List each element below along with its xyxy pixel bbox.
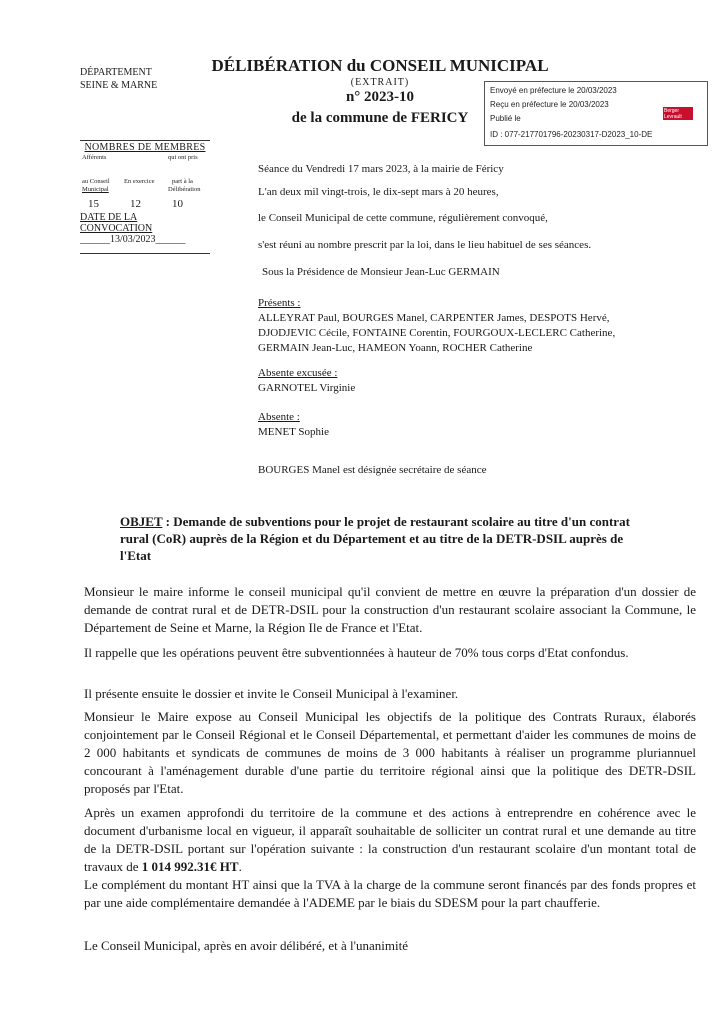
presents-line: ALLEYRAT Paul, BOURGES Manel, CARPENTER James, DESPOTS Hervé, [258, 312, 610, 324]
presents-label: Présents : [258, 297, 301, 309]
absent-label: Absente : [258, 411, 300, 423]
col-en-exercice: En exercice [124, 178, 155, 185]
stamp-published: Publié le [490, 114, 521, 123]
department-name: SEINE & MARNE [80, 80, 158, 91]
presents-line: GERMAIN Jean-Luc, HAMEON Yoann, ROCHER Catherine [258, 342, 533, 354]
members-heading: NOMBRES DE MEMBRES [84, 142, 206, 153]
convocation-label: DATE DE LA CONVOCATION [80, 212, 153, 234]
seance-line-2: L'an deux mil vingt-trois, le dix-sept mars à 20 heures, [258, 186, 499, 198]
members-block [80, 140, 210, 254]
count-afferents: 15 [88, 198, 99, 210]
paragraph-5-text: Après un examen approfondi du territoire de la commune et des actions à entreprendre en cohérence avec le document d'urbanisme local en vigueur, il apparaît souhaitable de solliciter un contrat rural et une demande au titre de la DETR-DSIL portant sur l'opération suivante : la construction d'un restaurant scolaire d'un montant total de travaux de [84, 805, 696, 874]
seance-line-1: Séance du Vendredi 17 mars 2023, à la mairie de Féricy [258, 163, 504, 175]
paragraph-5 [84, 804, 696, 876]
col-municipal: Municipal [82, 186, 109, 193]
paragraph-5-end: . [238, 859, 242, 874]
divider [80, 253, 210, 254]
count-votants: 10 [172, 198, 183, 210]
paragraph-4: Monsieur le Maire expose au Conseil Municipal les objectifs de la politique des Contrats Ruraux, élaborés conjointement par le Conseil Régional et le Conseil Départemental, et permettant d'aider les communes de moins de 2 000 habitants et syndicats de communes de moins de 3 000 habitants à réaliser un programme pluriannuel concourant à l'aménagement durable d'une partie du territoire régional ainsi que la politique des DETR-DSIL proposés par l'Etat. [84, 709, 696, 796]
col-au-conseil: au Conseil [82, 178, 110, 185]
commune-name: de la commune de FERICY [291, 110, 469, 126]
stamp-received: Reçu en préfecture le 20/03/2023 [490, 100, 609, 109]
absent-name: MENET Sophie [258, 426, 329, 438]
objet-label: OBJET [120, 514, 163, 529]
paragraph-1: Monsieur le maire informe le conseil municipal qu'il convient de mettre en œuvre la préparation d'un dossier de demande de contrat rural et de DETR-DSIL pour la construction d'un restaurant scolaire associant la Commune, le Département de Seine et Marne, la Région Ile de France et l'Etat. [84, 584, 696, 635]
paragraph-3: Il présente ensuite le dossier et invite le Conseil Municipal à l'examiner. [84, 686, 459, 701]
seance-line-5: Sous la Présidence de Monsieur Jean-Luc GERMAIN [262, 266, 500, 278]
extrait-label: (EXTRAIT) [350, 77, 410, 88]
secretary-line: BOURGES Manel est désignée secrétaire de séance [258, 464, 487, 476]
paragraph-2: Il rappelle que les opérations peuvent être subventionnées à hauteur de 70% tous corps d'Etat confondus. [84, 645, 629, 660]
page-title: DÉLIBÉRATION du CONSEIL MUNICIPAL [211, 56, 549, 75]
excused-block [258, 366, 355, 396]
total-amount: 1 014 992.31€ HT [141, 859, 239, 874]
seance-line-3: le Conseil Municipal de cette commune, régulièrement convoqué, [258, 212, 548, 224]
convocation-date: ______13/03/2023______ [80, 234, 186, 245]
objet-text: : Demande de subventions pour le projet de restaurant scolaire au titre d'un contrat rural (CoR) auprès de la Région et du Département et au titre de la DETR-DSIL auprès de l'Etat [120, 514, 630, 563]
absent-block [258, 410, 329, 440]
department-label: DÉPARTEMENT [80, 67, 152, 78]
paragraph-7: Le Conseil Municipal, après en avoir délibéré, et à l'unanimité [84, 938, 408, 953]
members-counts [80, 198, 210, 212]
stamp-sent: Envoyé en préfecture le 20/03/2023 [490, 86, 617, 95]
excused-name: GARNOTEL Virginie [258, 382, 356, 394]
logo-line2: Levrault [664, 114, 682, 120]
col-part-a-la: part à la [172, 178, 193, 185]
col-qui-ont-pris: qui ont pris [168, 154, 198, 161]
members-columns [80, 153, 210, 198]
deliberation-number: n° 2023-10 [345, 89, 415, 105]
paragraph-6: Le complément du montant HT ainsi que la TVA à la charge de la commune seront financés par des fonds propres et par une aide complémentaire demandée à l'ADEME par le biais du SDESM pour la part chaufferie. [84, 877, 696, 910]
divider [80, 140, 210, 141]
excused-label: Absente excusée : [258, 367, 338, 379]
count-en-exercice: 12 [130, 198, 141, 210]
presents-line: DJODJEVIC Cécile, FONTAINE Corentin, FOURGOUX-LECLERC Catherine, [258, 327, 616, 339]
col-deliberation: Délibération [168, 186, 201, 193]
objet-block [120, 513, 640, 564]
logo-line1: Berger [664, 108, 680, 114]
berger-levrault-logo [663, 107, 693, 120]
col-afferents: Afférents [82, 154, 107, 161]
prefecture-stamp [484, 81, 708, 146]
department-block [80, 66, 157, 92]
stamp-id: ID : 077-217701796-20230317-D2023_10-DE [490, 130, 653, 139]
seance-line-4: s'est réuni au nombre prescrit par la loi, dans le lieu habituel de ses séances. [258, 239, 592, 251]
presents-block [258, 296, 615, 356]
